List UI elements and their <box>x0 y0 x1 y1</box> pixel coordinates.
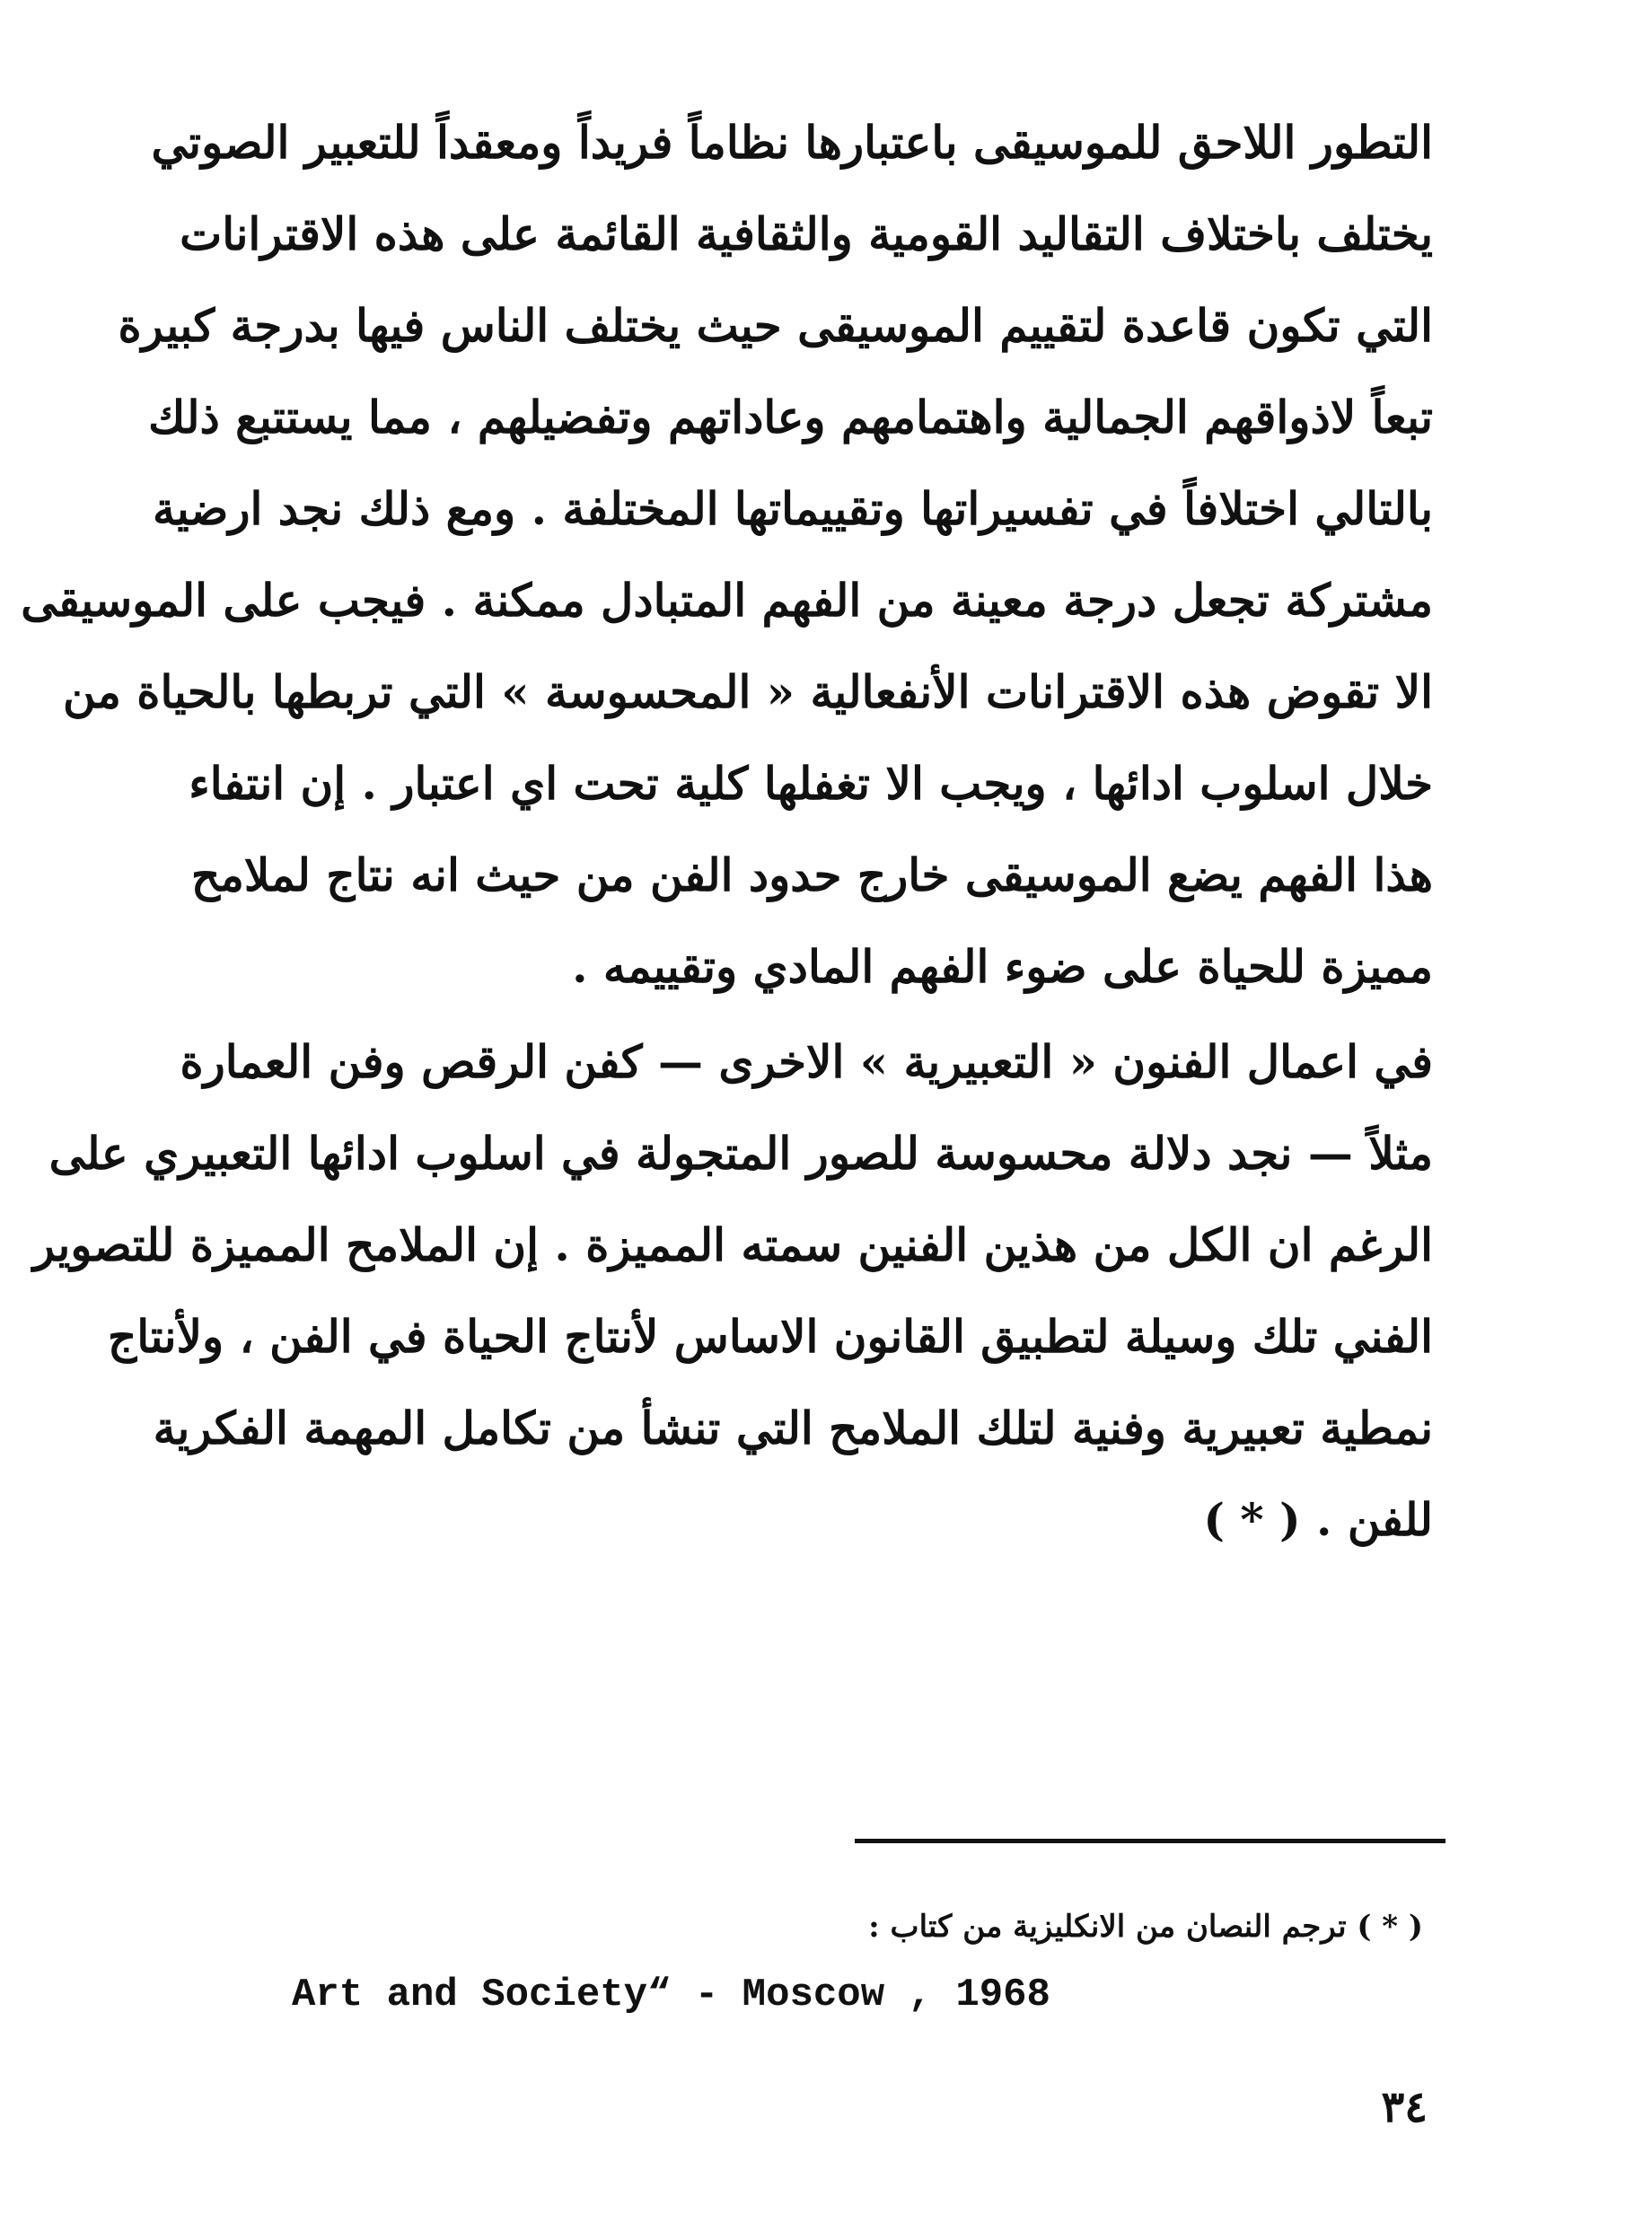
text-line: تبعاً لاذواقهم الجمالية واهتمامهم وعاداتهم وتفضيلهم ، مما يستتبع ذلك <box>148 391 1433 444</box>
text-line: يختلف باختلاف التقاليد القومية والثقافية القائمة على هذه الاقترانات <box>180 207 1433 260</box>
text-line: خلال اسلوب ادائها ، ويجب الا تغفلها كلية تحت اي اعتبار . إن انتفاء <box>189 757 1433 810</box>
paragraph-2 <box>32 1016 1433 1566</box>
text-line: بالتالي اختلافاً في تفسيراتها وتقييماتها المختلفة . ومع ذلك نجد ارضية <box>152 482 1433 535</box>
text-line: الا تقوض هذه الاقترانات الأنفعالية « المحسوسة » التي تربطها بالحياة من <box>63 665 1433 718</box>
text-line: للفن . ( * ) <box>1203 1493 1433 1546</box>
text-line: في اعمال الفنون « التعبيرية » الاخرى — كفن الرقص وفن العمارة <box>180 1035 1433 1088</box>
footnote-arabic: ( * ) ترجم النصان من الانكليزية من كتاب : <box>868 1909 1423 1945</box>
footnote-divider <box>855 1839 1446 1843</box>
text-line: مميزة للحياة على ضوء الفهم المادي وتقييمه . <box>572 940 1433 993</box>
text-line: نمطية تعبيرية وفنية لتلك الملامح التي تنشأ من تكامل المهمة الفكرية <box>153 1401 1433 1454</box>
text-line: هذا الفهم يضع الموسيقى خارج حدود الفن من حيث انه نتاج لملامح <box>190 848 1433 901</box>
footnote-english: Art and Society“ - Moscow , 1968 <box>292 1973 1050 2017</box>
page-number: ٣٤ <box>1381 2082 1428 2132</box>
text-line: التطور اللاحق للموسيقى باعتبارها نظاماً فريداً ومعقداً للتعبير الصوتي <box>151 116 1433 169</box>
text-line: التي تكون قاعدة لتقييم الموسيقى حيث يختلف الناس فيها بدرجة كبيرة <box>118 299 1433 352</box>
text-line: الفني تلك وسيلة لتطبيق القانون الاساس لأنتاج الحياة في الفن ، ولأنتاج <box>108 1310 1433 1363</box>
text-line: الرغم ان الكل من هذين الفنين سمته المميزة . إن الملامح المميزة للتصوير <box>32 1218 1433 1271</box>
text-line: مشتركة تجعل درجة معينة من الفهم المتبادل ممكنة . فيجب على الموسيقى <box>21 574 1433 627</box>
text-line: مثلاً — نجد دلالة محسوسة للصور المتجولة في اسلوب ادائها التعبيري على <box>48 1127 1433 1180</box>
paragraph-1 <box>21 97 1433 1013</box>
